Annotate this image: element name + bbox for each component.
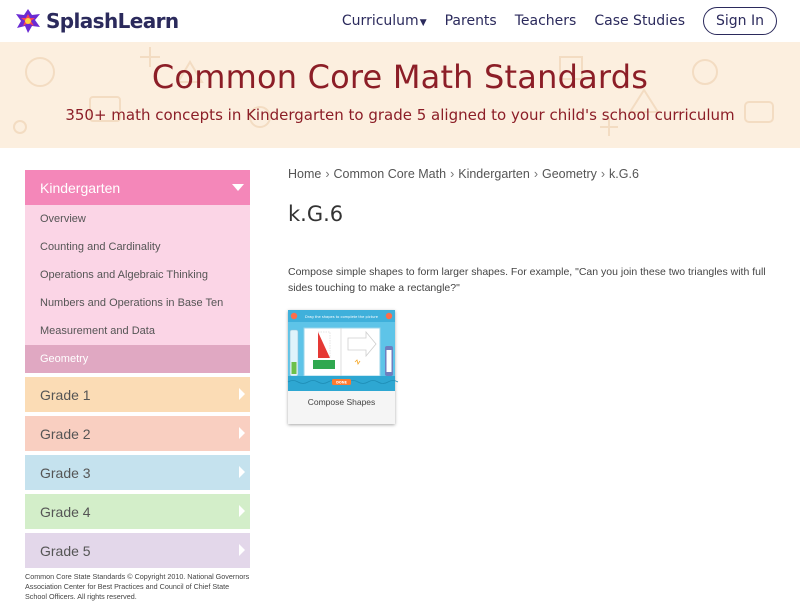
breadcrumb-separator-icon: › [533, 167, 538, 181]
grade-4-label: Grade 4 [40, 503, 91, 520]
grade-kindergarten-label: Kindergarten [40, 179, 121, 196]
thumb-heading: Drag the shapes to complete the picture [304, 315, 379, 319]
game-card-label: Compose Shapes [307, 397, 376, 407]
copyright-notice: Common Core State Standards © Copyright 2010. National Governors Association Center for Best Practices and Council of Chief State School Officers. All rights reserved. [25, 572, 250, 601]
breadcrumb [288, 167, 639, 181]
hero-title: Common Core Math Standards [151, 58, 649, 96]
nav-curriculum[interactable] [342, 13, 427, 29]
grade-5-row[interactable] [25, 533, 250, 568]
caret-down-icon: ▼ [419, 18, 427, 28]
splashlearn-logo[interactable] [14, 6, 179, 36]
domain-counting-cardinality[interactable]: Counting and Cardinality [40, 241, 161, 253]
chevron-right-icon [239, 466, 245, 478]
breadcrumb-home[interactable]: Home [288, 167, 322, 181]
domain-numbers-base-ten[interactable]: Numbers and Operations in Base Ten [40, 297, 224, 309]
domain-overview[interactable]: Overview [40, 213, 86, 225]
hero-banner [0, 42, 800, 148]
chevron-right-icon [239, 427, 245, 439]
grade-3-label: Grade 3 [40, 464, 91, 481]
domain-measurement-data[interactable]: Measurement and Data [40, 325, 155, 337]
kindergarten-domain-list [25, 205, 250, 373]
sign-in-button[interactable]: Sign In [703, 7, 777, 35]
breadcrumb-separator-icon: › [600, 167, 606, 181]
breadcrumb-geometry[interactable]: Geometry [541, 167, 597, 181]
breadcrumb-separator-icon: › [325, 167, 330, 181]
page-title: k.G.6 [288, 202, 344, 226]
grade-2-row[interactable] [25, 416, 250, 451]
breadcrumb-current: k.G.6 [609, 167, 639, 181]
breadcrumb-kindergarten[interactable]: Kindergarten [458, 167, 530, 181]
hero-subtitle: 350+ math concepts in Kindergarten to grade 5 aligned to your child's school curriculum [65, 106, 735, 124]
nav-teachers[interactable]: Teachers [514, 13, 577, 29]
domain-geometry[interactable]: Geometry [25, 345, 250, 373]
grade-3-row[interactable] [25, 455, 250, 490]
grade-4-row[interactable] [25, 494, 250, 529]
logo-text: SplashLearn [46, 9, 179, 33]
chevron-right-icon [239, 505, 245, 517]
chevron-right-icon [239, 544, 245, 556]
logo-splash-icon [14, 7, 42, 35]
grade-2-label: Grade 2 [40, 425, 91, 442]
nav-parents[interactable]: Parents [444, 13, 497, 29]
site-header [0, 0, 800, 42]
nav-case-studies[interactable]: Case Studies [594, 13, 685, 29]
grade-sidebar [25, 170, 250, 601]
game-thumbnail [288, 310, 395, 391]
grade-5-label: Grade 5 [40, 542, 91, 559]
nav-curriculum-label: Curriculum [341, 13, 419, 29]
game-card[interactable] [288, 310, 395, 424]
chevron-right-icon [239, 388, 245, 400]
grade-1-row[interactable] [25, 377, 250, 412]
caret-down-icon [232, 184, 244, 191]
thumb-done-button: DONE [336, 380, 347, 385]
domain-operations-algebraic[interactable]: Operations and Algebraic Thinking [40, 269, 208, 281]
grade-1-label: Grade 1 [40, 386, 91, 403]
grade-kindergarten-header[interactable] [25, 170, 250, 205]
standard-description: Compose simple shapes to form larger shapes. For example, "Can you join these two triangles with full sides touching to make a rectangle?" [288, 266, 766, 294]
breadcrumb-separator-icon: › [450, 167, 455, 181]
main-nav [342, 0, 800, 42]
breadcrumb-common-core-math[interactable]: Common Core Math [333, 167, 447, 181]
